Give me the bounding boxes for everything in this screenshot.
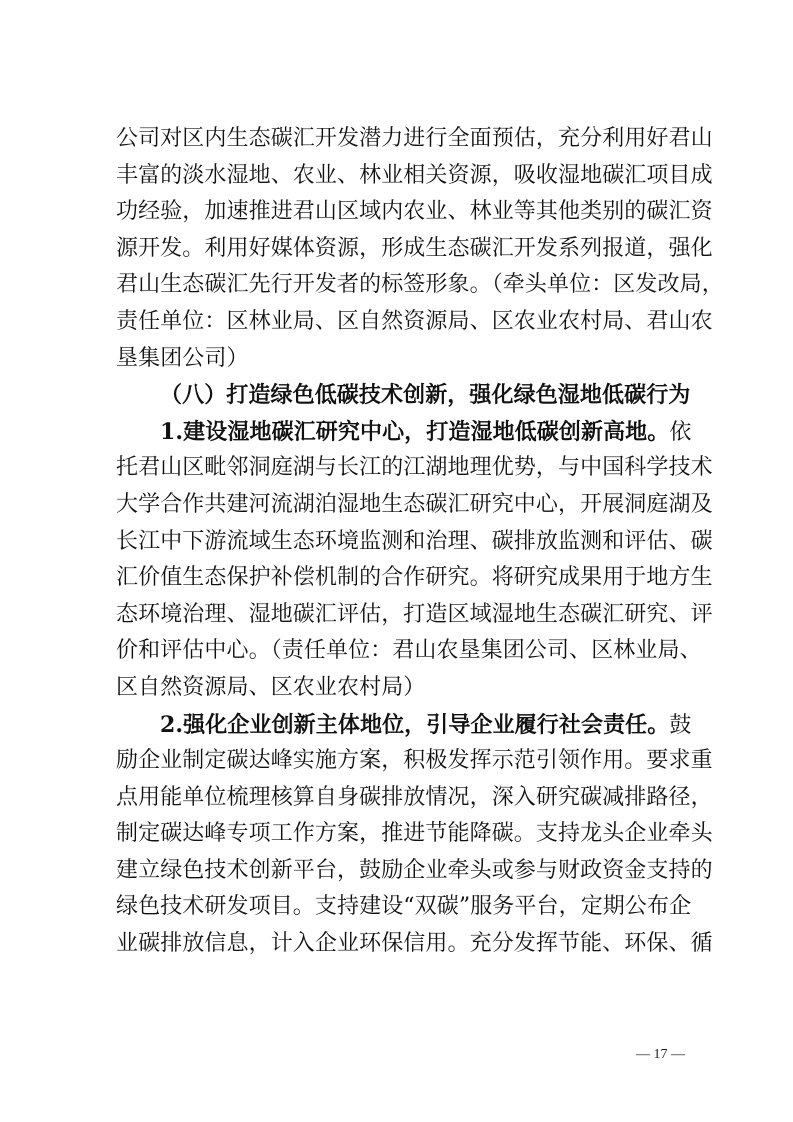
text-line: 垦集团公司） [116,345,249,371]
text-line: 价和评估中心。（责任单位：君山农垦集团公司、区林业局、 [116,638,702,664]
text-line: 长江中下游流域生态环境监测和治理、碳排放监测和评估、碳 [116,528,713,554]
item-1-first-line [116,414,692,451]
item-2 [116,707,713,963]
item-1-first-line-rest: 依 [669,419,692,445]
item-2-lead: 2.强化企业创新主体地位，引导企业履行社会责任。 [160,711,670,738]
page-number: — 17 — [636,1047,685,1062]
text-line: 功经验，加速推进君山区域内农业、林业等其他类别的碳汇资 [116,199,713,225]
document-body [116,121,724,963]
item-1 [116,414,713,707]
text-line: 责任单位：区林业局、区自然资源局、区农业农村局、君山农 [116,308,713,334]
text-line: 业碳排放信息，计入企业环保信用。充分发挥节能、环保、循 [116,931,713,957]
text-line: 君山生态碳汇先行开发者的标签形象。（牵头单位：区发改局， [116,272,724,298]
text-line: 公司对区内生态碳汇开发潜力进行全面预估，充分利用好君山 [116,126,713,151]
text-line: 丰富的淡水湿地、农业、林业相关资源，吸收湿地碳汇项目成 [116,162,713,188]
text-line: 大学合作共建河流湖泊湿地生态碳汇研究中心，开展洞庭湖及 [116,491,713,517]
text-line: 绿色技术研发项目。支持建设“双碳”服务平台，定期公布企 [116,894,692,920]
section-heading: （八）打造绿色低碳技术创新，强化绿色湿地低碳行为 [160,382,691,409]
paragraph-continuation [116,121,724,377]
text-line: 源开发。利用好媒体资源，形成生态碳汇开发系列报道，强化 [116,235,713,261]
text-line: 点用能单位梳理核算自身碳排放情况，深入研究碳减排路径， [116,784,713,810]
text-line: 区自然资源局、区农业农村局） [116,674,426,700]
text-line: 汇价值生态保护补偿机制的合作研究。将研究成果用于地方生 [116,565,713,591]
text-line: 态环境治理、湿地碳汇评估，打造区域湿地生态碳汇研究、评 [116,601,713,627]
item-2-first-line [116,707,692,744]
item-2-first-line-rest: 鼓 [669,712,692,738]
text-line: 建立绿色技术创新平台，鼓励企业牵头或参与财政资金支持的 [116,857,713,883]
text-line: 托君山区毗邻洞庭湖与长江的江湖地理优势，与中国科学技术 [116,455,713,481]
item-1-lead: 1.建设湿地碳汇研究中心，打造湿地低碳创新高地。 [160,418,670,445]
text-line: 制定碳达峰专项工作方案，推进节能降碳。支持龙头企业牵头 [116,821,713,847]
text-line: 励企业制定碳达峰实施方案，积极发挥示范引领作用。要求重 [116,748,713,774]
